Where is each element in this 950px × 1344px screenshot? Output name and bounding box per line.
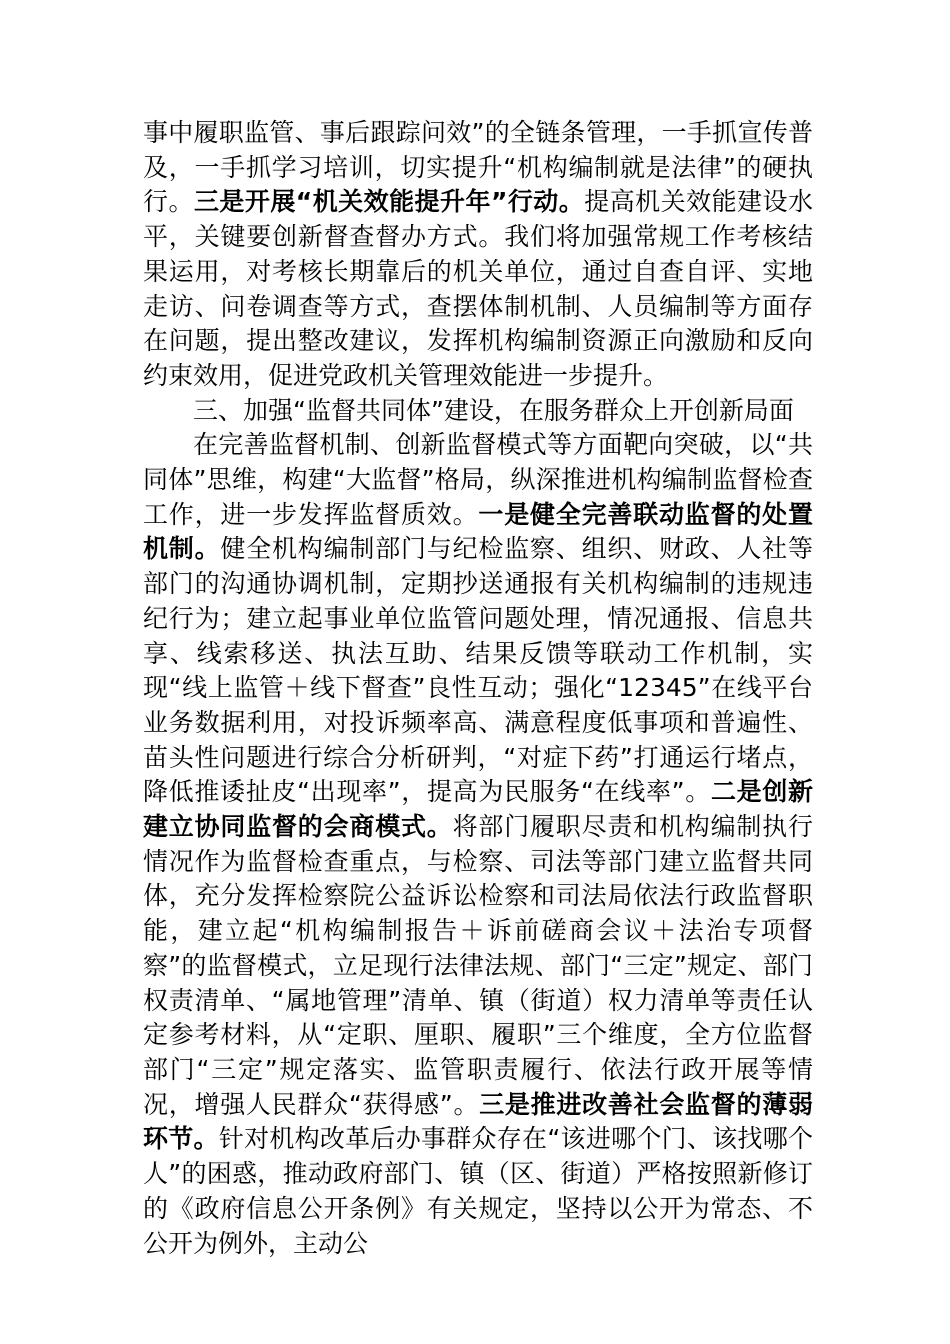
- paragraph-text: 事中履职监管、事后跟踪问效”的全链条管理，一手抓宣传普及，一手抓学习培训，切实提升“机构编制就是法律”的硬执行。: [143, 118, 813, 217]
- section-heading-3: 三、加强“监督共同体”建设，在服务群众上开创新局面: [193, 395, 794, 425]
- document-page: [143, 116, 813, 1261]
- paragraph-text: 针对机构改革后办事群众存在“该进哪个门、该找哪个人”的困惑，推动政府部门、镇（区、街道）严格按照新修订的《政府信息公开条例》有关规定，坚持以公开为常态、不公开为例外，主动公: [143, 1124, 813, 1258]
- bold-point-3: 三是开展“机关效能提升年”行动。: [193, 187, 585, 217]
- paragraph-text: 健全机构编制部门与纪检监察、组织、财政、人社等部门的沟通协调机制，定期抄送通报有关机构编制的违规违纪行为；建立起事业单位监管问题处理，情况通报、信息共享、线索移送、执法互助、结果反馈等联动工作机制，实现“线上监管＋线下督查”良性互动；强化“12345”在线平台业务数据利用，对投诉频率高、满意程度低事项和普遍性、苗头性问题进行综合分析研判，“对症下药”打通运行堵点，降低推诿扯皮“出现率”，提高为民服务“在线率”。: [143, 534, 813, 807]
- paragraph-supervision: [143, 428, 813, 1261]
- paragraph-text: 在完善监督机制、创新监督模式等方面靶向突破，以“共同体”思维，构建“大监督”格局，纵深推进机构编制监督检查工作，进一步发挥监督质效。: [143, 430, 813, 529]
- paragraph-text: 提高机关效能建设水平，关键要创新督查督办方式。我们将加强常规工作考核结果运用，对考核长期靠后的机关单位，通过自查自评、实地走访、问卷调查等方式，查摆体制机制、人员编制等方面存在问题，提出整改建议，发挥机构编制资源正向激励和反向约束效用，促进党政机关管理效能进一步提升。: [143, 187, 813, 390]
- paragraph-continued: [143, 116, 813, 394]
- bold-point-1: 一是健全完善联动监督的处置机制。: [143, 499, 813, 564]
- bold-point-2: 二是创新建立协同监督的会商模式。: [143, 777, 813, 842]
- bold-point-3b: 三是推进改善社会监督的薄弱环节。: [143, 1089, 813, 1154]
- paragraph-text: 将部门履职尽责和机构编制执行情况作为监督检查重点，与检察、司法等部门建立监督共同体，充分发挥检察院公益诉讼检察和司法局依法行政监督职能，建立起“机构编制报告＋诉前磋商会议＋法治专项督察”的监督模式，立足现行法律法规、部门“三定”规定、部门权责清单、“属地管理”清单、镇（街道）权力清单等责任认定参考材料，从“定职、厘职、履职”三个维度，全方位监督部门“三定”规定落实、监管职责履行、依法行政开展等情况，增强人民群众“获得感”。: [143, 812, 813, 1119]
